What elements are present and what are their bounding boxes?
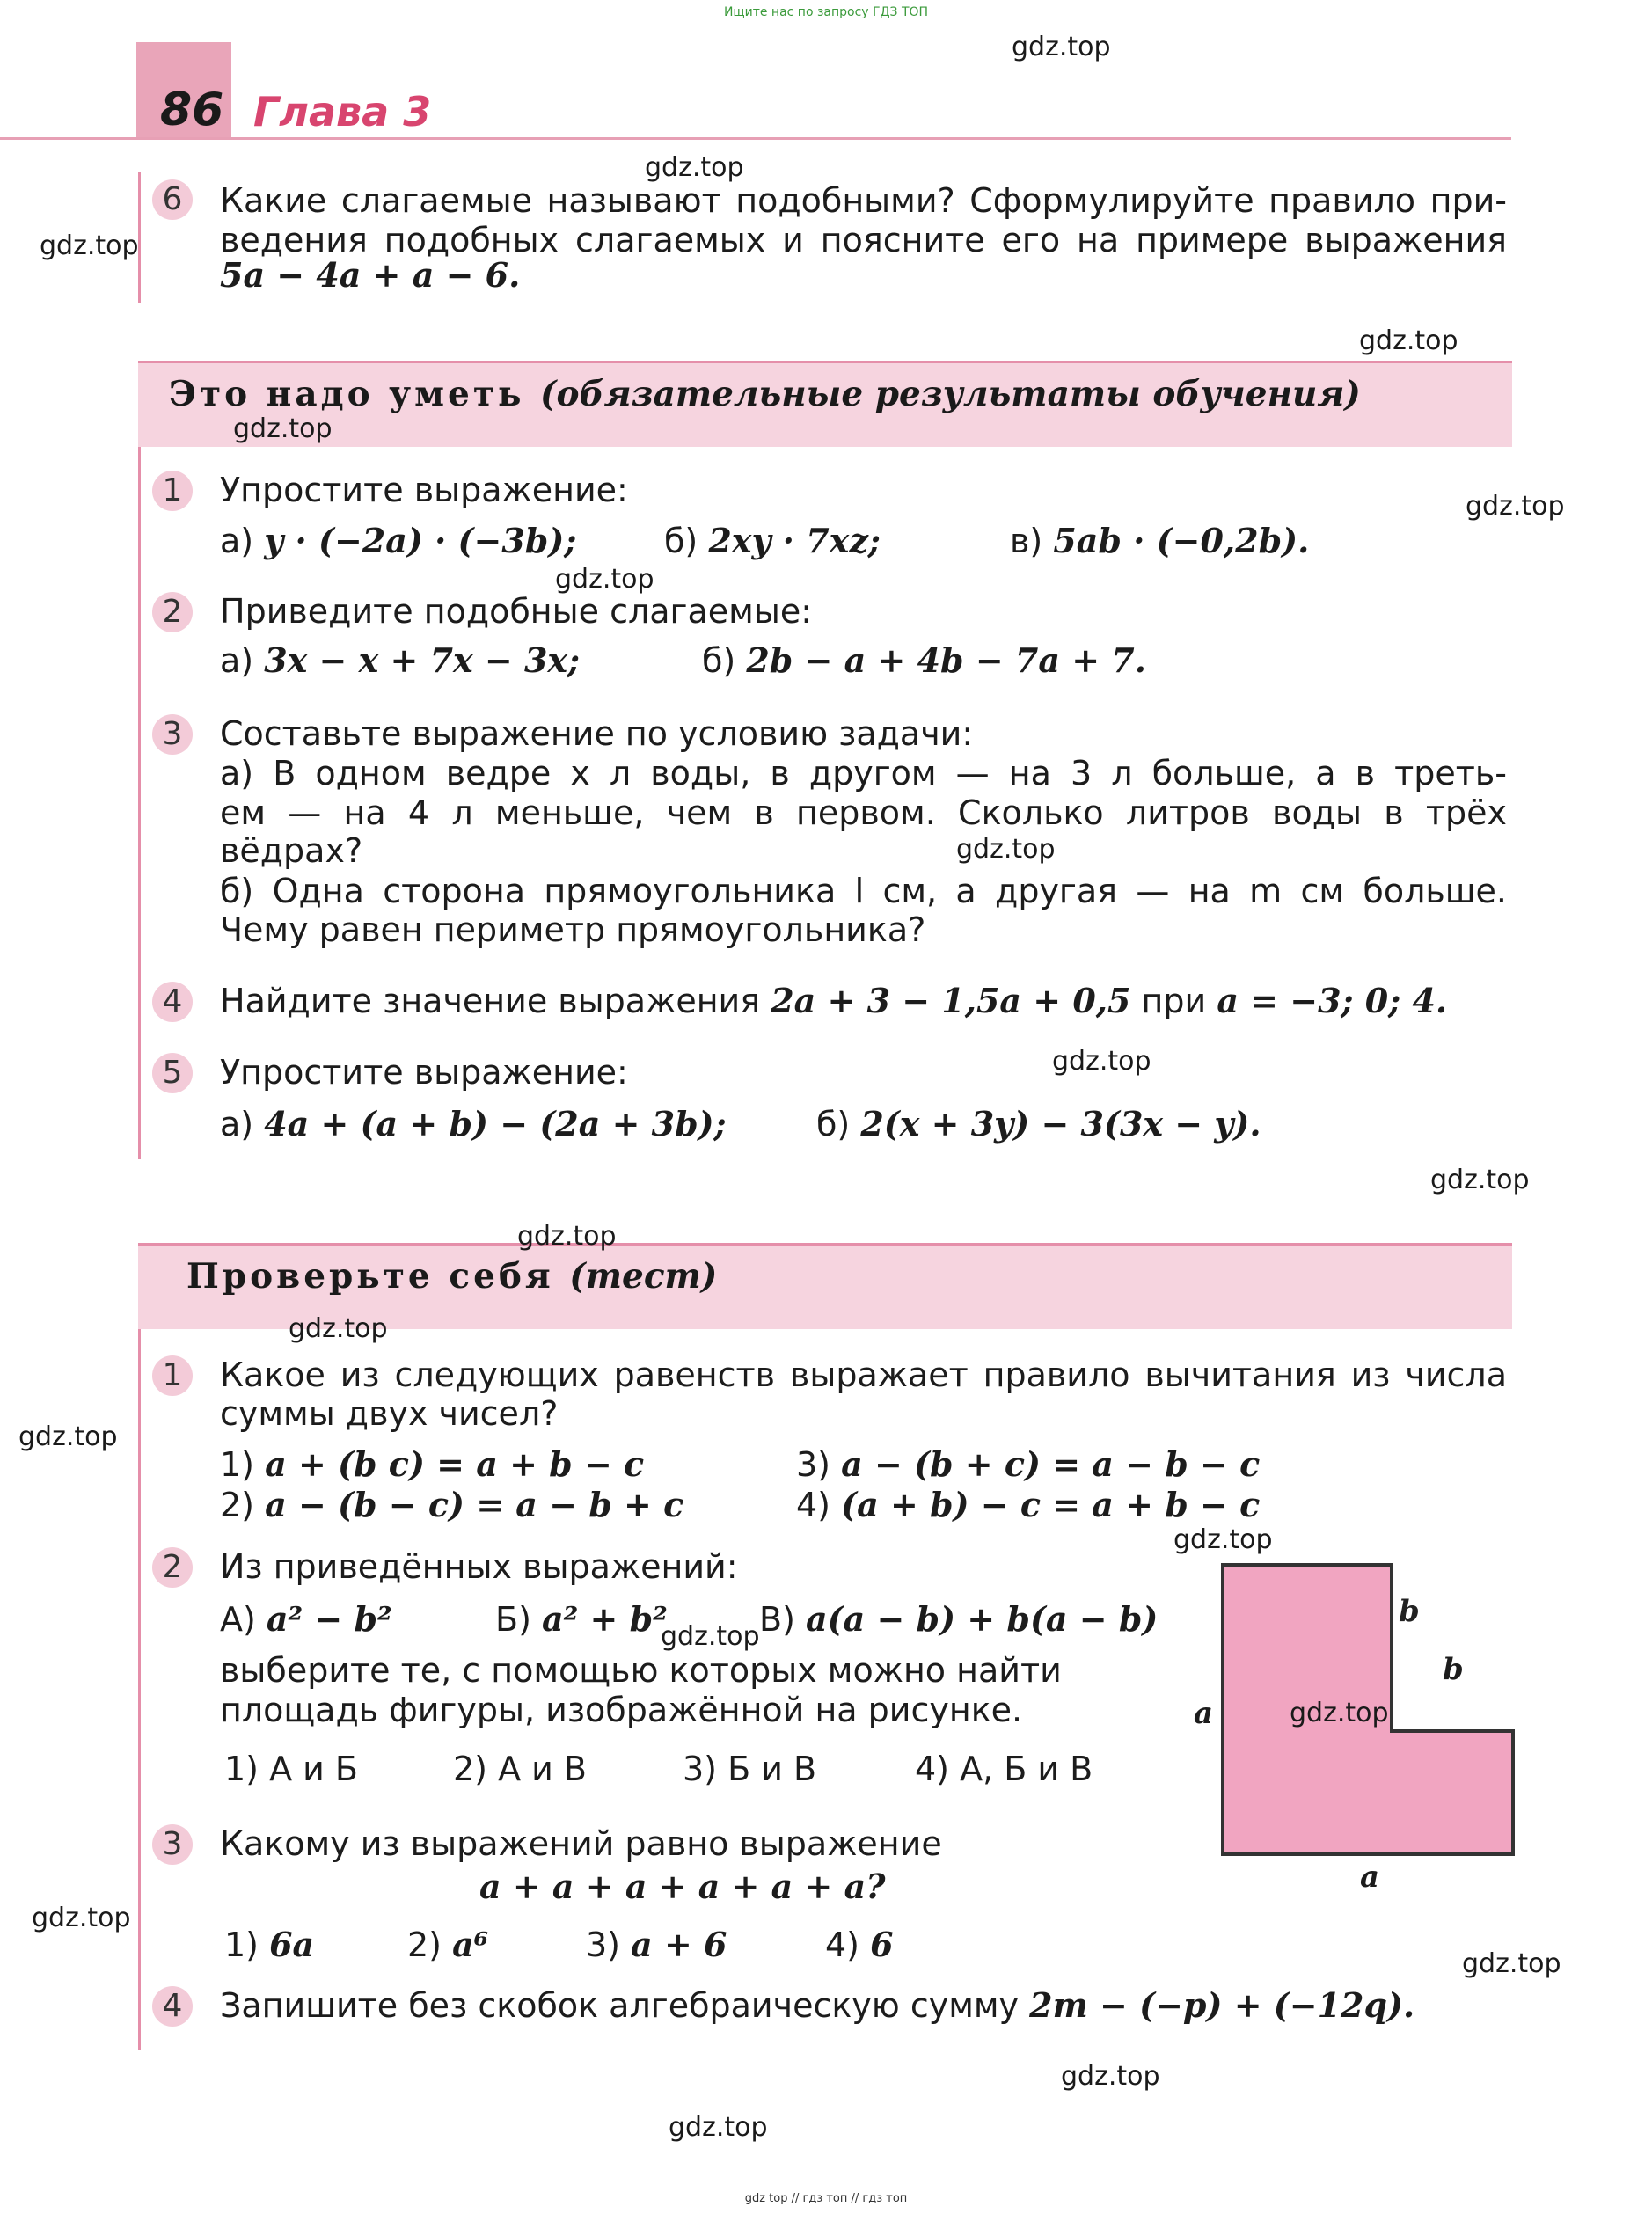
test-q2-answer2: 2) А и В [453, 1750, 587, 1788]
skill1-part-b [664, 521, 881, 561]
test-q1-option2 [220, 1485, 683, 1525]
skill5-number: 5 [152, 1053, 193, 1093]
skill1-text: Упростите выражение: [220, 471, 628, 509]
test-q2-number: 2 [152, 1547, 193, 1588]
test-q3-answer1 [224, 1925, 314, 1965]
skill4-tail-word: при [1141, 982, 1207, 1020]
skill2-part-a-expr: 3x − x + 7x − 3x; [264, 640, 581, 680]
skill3-a-line1: а) В одном ведре x л воды, в другом — на 3 л больше, а в треть- [220, 754, 1507, 793]
skill1-part-c-expr: 5ab · (−0,2b). [1053, 521, 1310, 560]
top-note: Ищите нас по запросу ГДЗ ТОП [723, 5, 929, 19]
skill4-text: Найдите значение выражения [220, 982, 761, 1020]
test-q2-expr-a-label: А) [220, 1600, 256, 1639]
skill1-number: 1 [152, 471, 193, 511]
watermark: gdz.top [18, 1421, 118, 1452]
skill2-part-b-label: б) [702, 641, 736, 680]
test-q2-expr-a-value: a² − b² [266, 1599, 392, 1639]
label-b-right: b [1399, 1594, 1420, 1629]
skill5-text: Упростите выражение: [220, 1053, 628, 1092]
question6-line1: Какие слагаемые называют подобными? Сформулируйте правило при- [220, 181, 1507, 220]
test-q3-answer4 [825, 1925, 894, 1965]
test-q1-line1: Какое из следующих равенств выражает правило вычитания из числа [220, 1355, 1507, 1394]
skill2-number: 2 [152, 592, 193, 632]
watermark: gdz.top [40, 230, 139, 261]
watermark: gdz.top [1462, 1948, 1561, 1979]
skill5-part-b-expr: 2(x + 3y) − 3(3x − y). [860, 1104, 1261, 1144]
test-q1-option3-label: 3) [796, 1445, 831, 1484]
header-rule [0, 137, 1511, 140]
test-q4-expr: 2m − (−p) + (−12q). [1029, 1985, 1415, 2025]
question6-line2: ведения подобных слагаемых и поясните его на примере выражения [220, 221, 1507, 259]
label-a-left: a [1194, 1696, 1214, 1731]
test-q3-answer1-expr: 6a [269, 1925, 315, 1964]
label-a-bottom: a [1360, 1860, 1380, 1895]
question6-expression: 5a − 4a + a − 6. [220, 255, 521, 295]
skill1-part-c [1010, 521, 1309, 561]
test-q2-expr-a [220, 1599, 392, 1640]
test-q3-answer3 [586, 1925, 727, 1965]
test-q1-option3-expr: a − (b + c) = a − b − c [841, 1444, 1261, 1484]
skill2-part-b-expr: 2b − a + 4b − 7a + 7. [746, 640, 1146, 680]
test-q4-text: Запишите без скобок алгебраическую сумму [220, 1986, 1020, 2025]
test-q1-option4-label: 4) [796, 1486, 831, 1524]
watermark: gdz.top [1061, 2061, 1160, 2092]
test-q1-option1-expr: a + (b c) = a + b − c [265, 1444, 645, 1484]
test-title-main: Проверьте себя [186, 1256, 554, 1297]
test-q2-expr-b-label: Б) [495, 1600, 531, 1639]
test-q2-line4: площадь фигуры, изображённой на рисунке. [220, 1691, 1023, 1729]
test-q2-answer1: 1) А и Б [224, 1750, 358, 1788]
skills-title-main: Это надо уметь [169, 374, 525, 414]
skill3-a-line2: ем — на 4 л меньше, чем в первом. Сколько литров воды в трёх [220, 793, 1507, 832]
test-q2-line1: Из приведённых выражений: [220, 1547, 738, 1586]
watermark: gdz.top [555, 564, 654, 595]
test-q3-answer2-expr: a⁶ [452, 1925, 489, 1964]
label-b-step: b [1443, 1652, 1464, 1687]
skill4-tail-expr: a = −3; 0; 4. [1217, 981, 1448, 1020]
skill1-part-b-expr: 2xy · 7xz; [708, 521, 881, 560]
skill3-b-line1: б) Одна сторона прямоугольника l см, а другая — на m см больше. [220, 872, 1507, 910]
skill3-b-line2: Чему равен периметр прямоугольника? [220, 910, 926, 949]
skill4-line [220, 981, 1447, 1021]
watermark: gdz.top [1012, 32, 1111, 62]
skill4-expr: 2a + 3 − 1,5a + 0,5 [771, 981, 1131, 1020]
skills-title [169, 374, 1361, 414]
test-title [186, 1256, 717, 1297]
test-q3-answer3-expr: a + 6 [631, 1925, 727, 1964]
test-subtitle: (тест) [569, 1256, 718, 1297]
skill5-part-a-label: а) [220, 1105, 254, 1144]
test-q1-option4-expr: (a + b) − c = a + b − c [841, 1485, 1261, 1524]
test-q2-answer4: 4) А, Б и В [915, 1750, 1093, 1788]
test-q4-line [220, 1985, 1414, 2026]
watermark: gdz.top [1290, 1698, 1389, 1728]
test-q3-expr: a + a + a + a + a + a? [479, 1867, 886, 1906]
watermark: gdz.top [32, 1903, 131, 1933]
skill1-part-a-label: а) [220, 522, 254, 560]
test-q3-answer1-label: 1) [224, 1925, 259, 1964]
test-q3-answer2 [407, 1925, 488, 1965]
watermark: gdz.top [1359, 325, 1458, 356]
skill1-part-c-label: в) [1010, 522, 1043, 560]
skill5-part-a [220, 1104, 727, 1144]
test-q2-expr-c-value: a(a − b) + b(a − b) [806, 1599, 1159, 1639]
chapter-title: Глава 3 [253, 88, 432, 135]
test-q3-answer3-label: 3) [586, 1925, 621, 1964]
watermark: gdz.top [956, 834, 1056, 865]
test-q3-answer4-label: 4) [825, 1925, 860, 1964]
test-q1-line2: суммы двух чисел? [220, 1394, 559, 1433]
test-q2-expr-c-label: В) [759, 1600, 795, 1639]
test-q3-answer4-expr: 6 [870, 1925, 894, 1964]
test-q1-option2-label: 2) [220, 1486, 255, 1524]
test-q2-expr-b-value: a² + b² [542, 1599, 668, 1639]
test-q1-option1 [220, 1444, 644, 1485]
bottom-note: gdz top // гдз топ // гдз топ [744, 2192, 908, 2205]
skill5-part-a-expr: 4a + (a + b) − (2a + 3b); [264, 1104, 727, 1144]
skill2-part-b [702, 640, 1146, 681]
skill5-part-b-label: б) [816, 1105, 851, 1144]
watermark: gdz.top [233, 413, 333, 444]
test-q2-expr-b [495, 1599, 668, 1640]
test-q2-answer3: 3) Б и В [683, 1750, 817, 1788]
test-q4-number: 4 [152, 1986, 193, 2027]
watermark: gdz.top [1173, 1524, 1273, 1555]
skills-bar [138, 447, 141, 1159]
skill2-text: Приведите подобные слагаемые: [220, 592, 813, 631]
test-q1-option2-expr: a − (b − c) = a − b + c [265, 1485, 684, 1524]
test-q2-expr-c [759, 1599, 1158, 1640]
watermark: gdz.top [517, 1221, 617, 1252]
test-q1-option4 [796, 1485, 1260, 1525]
test-q2-line3: выберите те, с помощью которых можно найти [220, 1651, 1062, 1690]
test-q3-line1: Какому из выражений равно выражение [220, 1824, 942, 1863]
skill1-part-b-label: б) [664, 522, 698, 560]
test-q3-answer2-label: 2) [407, 1925, 442, 1964]
test-bar [138, 1329, 141, 2050]
skill3-text: Составьте выражение по условию задачи: [220, 714, 974, 753]
watermark: gdz.top [661, 1621, 760, 1652]
watermark: gdz.top [289, 1313, 388, 1344]
watermark: gdz.top [1052, 1046, 1151, 1077]
test-q1-option3 [796, 1444, 1260, 1485]
skill1-part-a [220, 521, 576, 561]
watermark: gdz.top [645, 152, 744, 183]
watermark: gdz.top [1466, 491, 1565, 522]
skill2-part-a [220, 640, 580, 681]
skill4-number: 4 [152, 982, 193, 1022]
question6-number: 6 [152, 179, 193, 220]
skill1-part-a-expr: y · (−2a) · (−3b); [264, 521, 577, 560]
skill3-number: 3 [152, 714, 193, 755]
skills-subtitle: (обязательные результаты обучения) [540, 374, 1361, 414]
watermark: gdz.top [1430, 1165, 1530, 1195]
skill3-a-line3: вёдрах? [220, 831, 363, 870]
test-q1-number: 1 [152, 1355, 193, 1396]
test-q3-number: 3 [152, 1824, 193, 1865]
skill5-part-b [816, 1104, 1261, 1144]
watermark: gdz.top [669, 2112, 768, 2143]
test-q1-option1-label: 1) [220, 1445, 255, 1484]
page-number: 86 [160, 84, 224, 136]
skill2-part-a-label: а) [220, 641, 254, 680]
